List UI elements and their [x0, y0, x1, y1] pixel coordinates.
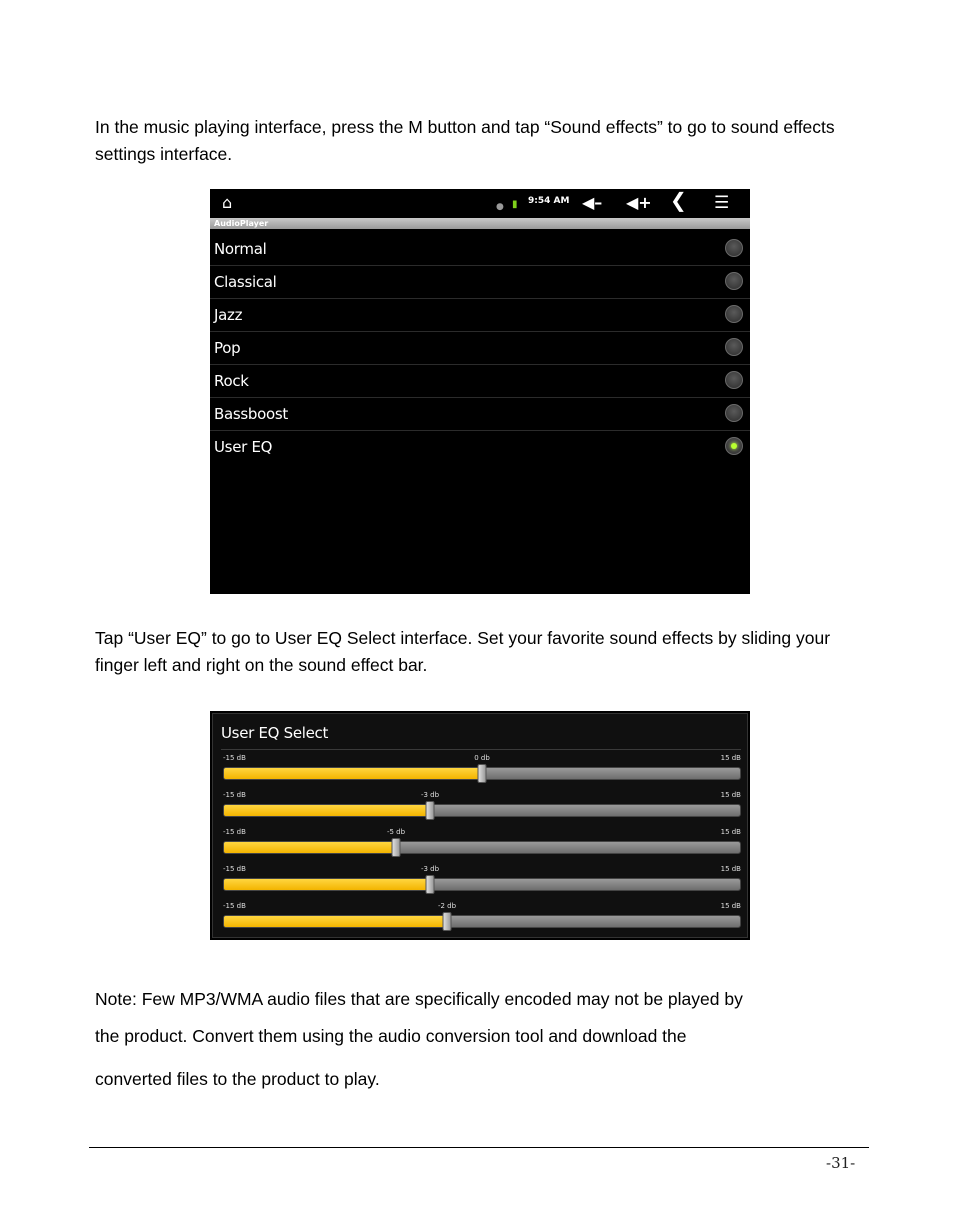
app-title: AudioPlayer [214, 219, 269, 228]
eq-option-label: Bassboost [214, 405, 288, 423]
slider-thumb[interactable] [392, 838, 401, 857]
slider-fill [224, 916, 448, 927]
footer-divider [89, 1147, 869, 1148]
band-min-label: -15 dB [223, 902, 246, 910]
band-max-label: 15 dB [720, 865, 741, 873]
slider-thumb[interactable] [478, 764, 487, 783]
band-max-label: 15 dB [720, 791, 741, 799]
eq-band-3[interactable] [223, 828, 741, 860]
slider-thumb[interactable] [426, 875, 435, 894]
user-eq-dialog [212, 713, 748, 938]
radio-button[interactable] [725, 371, 743, 389]
eq-option-label: Classical [214, 273, 277, 291]
eq-option-rock[interactable] [210, 365, 750, 398]
band-min-label: -15 dB [223, 828, 246, 836]
slider-fill [224, 768, 483, 779]
user-eq-screenshot [210, 711, 750, 940]
band-min-label: -15 dB [223, 865, 246, 873]
band-min-label: -15 dB [223, 754, 246, 762]
title-divider [221, 749, 741, 750]
intro-paragraph: In the music playing interface, press the M button and tap “Sound effects” to go to sound effects settings interface. [95, 117, 835, 164]
slider-fill [224, 879, 431, 890]
usb-icon: ● [496, 202, 504, 212]
band-current-label: -5 db [386, 828, 406, 836]
slider-track[interactable] [223, 804, 741, 817]
radio-button[interactable] [725, 305, 743, 323]
battery-icon: ▮ [512, 199, 518, 210]
eq-option-label: Rock [214, 372, 249, 390]
eq-band-4[interactable] [223, 865, 741, 897]
slider-track[interactable] [223, 915, 741, 928]
eq-band-5[interactable] [223, 902, 741, 934]
radio-button[interactable] [725, 338, 743, 356]
note-line-1: Note: Few MP3/WMA audio files that are specifically encoded may not be played by [95, 989, 743, 1009]
eq-option-pop[interactable] [210, 332, 750, 365]
slider-track[interactable] [223, 841, 741, 854]
app-title-bar [210, 218, 750, 229]
eq-band-2[interactable] [223, 791, 741, 823]
band-min-label: -15 dB [223, 791, 246, 799]
radio-button[interactable] [725, 272, 743, 290]
volume-down-icon[interactable]: ◀– [582, 193, 603, 212]
radio-button-selected[interactable] [725, 437, 743, 455]
slider-thumb[interactable] [443, 912, 452, 931]
user-eq-title: User EQ Select [221, 724, 329, 742]
eq-option-normal[interactable] [210, 233, 750, 266]
band-max-label: 15 dB [720, 754, 741, 762]
slider-fill [224, 805, 431, 816]
eq-option-jazz[interactable] [210, 299, 750, 332]
user-eq-paragraph: Tap “User EQ” to go to User EQ Select interface. Set your favorite sound effects by sliding your finger left and right on the sound effect bar. [95, 628, 831, 675]
status-time: 9:54 AM [528, 196, 570, 206]
eq-option-classical[interactable] [210, 266, 750, 299]
note-line-2: the product. Convert them using the audio conversion tool and download the [95, 1026, 687, 1046]
eq-option-bassboost[interactable] [210, 398, 750, 431]
band-current-label: 0 db [474, 754, 490, 762]
radio-button[interactable] [725, 239, 743, 257]
slider-thumb[interactable] [426, 801, 435, 820]
radio-button[interactable] [725, 404, 743, 422]
band-max-label: 15 dB [720, 828, 741, 836]
eq-option-user-eq[interactable] [210, 431, 750, 463]
note-line-3: converted files to the product to play. [95, 1069, 380, 1089]
band-current-label: -2 db [437, 902, 457, 910]
page-number: -31- [826, 1154, 856, 1172]
slider-fill [224, 842, 397, 853]
band-current-label: -3 db [420, 791, 440, 799]
sound-effects-screenshot [210, 189, 750, 594]
volume-up-icon[interactable]: ◀+ [626, 193, 652, 212]
band-max-label: 15 dB [720, 902, 741, 910]
eq-option-label: Pop [214, 339, 241, 357]
back-icon[interactable]: ❮ [670, 189, 687, 212]
band-current-label: -3 db [420, 865, 440, 873]
status-bar [210, 189, 750, 217]
eq-option-label: Jazz [214, 306, 243, 324]
home-icon[interactable]: ⌂ [222, 193, 233, 212]
eq-option-label: Normal [214, 240, 267, 258]
menu-icon[interactable]: ☰ [714, 193, 730, 213]
eq-option-label: User EQ [214, 438, 273, 456]
eq-band-1[interactable] [223, 754, 741, 786]
slider-track[interactable] [223, 878, 741, 891]
